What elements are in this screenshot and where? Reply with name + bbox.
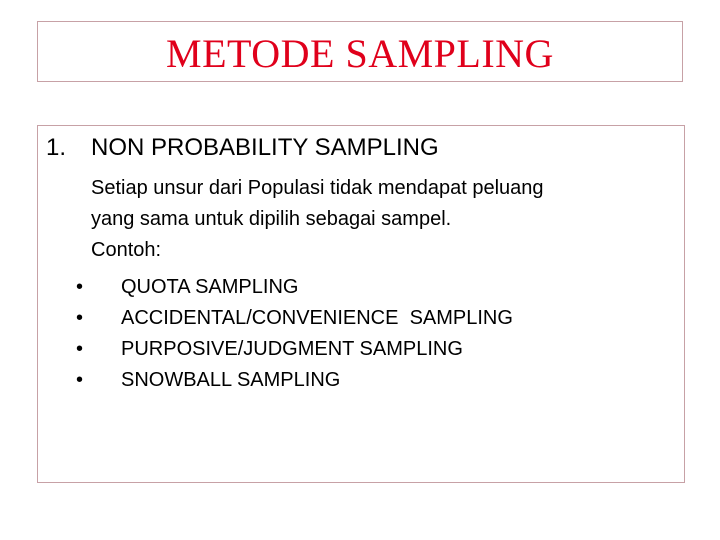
section-description <box>91 173 544 266</box>
description-line: Contoh: <box>91 239 162 261</box>
list-item-text: PURPOSIVE/JUDGMENT SAMPLING <box>121 338 463 360</box>
section-heading <box>46 134 439 162</box>
example-list <box>76 272 513 396</box>
list-item-text: SNOWBALL SAMPLING <box>121 369 341 391</box>
bullet-icon: • <box>76 307 84 329</box>
list-item <box>76 365 513 396</box>
content-box <box>37 125 685 483</box>
title-box <box>37 21 683 82</box>
section-number: 1. <box>46 134 67 161</box>
description-line: yang sama untuk dipilih sebagai sampel. <box>91 208 452 230</box>
slide-title: METODE SAMPLING <box>166 30 554 76</box>
list-item-text: ACCIDENTAL/CONVENIENCE SAMPLING <box>121 307 513 329</box>
description-line: Setiap unsur dari Populasi tidak mendapat peluang <box>91 177 544 199</box>
list-item <box>76 303 513 334</box>
list-item-text: QUOTA SAMPLING <box>121 276 299 298</box>
bullet-icon: • <box>76 276 84 298</box>
bullet-icon: • <box>76 338 84 360</box>
list-item <box>76 334 513 365</box>
list-item <box>76 272 513 303</box>
bullet-icon: • <box>76 369 84 391</box>
section-heading-text: NON PROBABILITY SAMPLING <box>91 134 439 161</box>
